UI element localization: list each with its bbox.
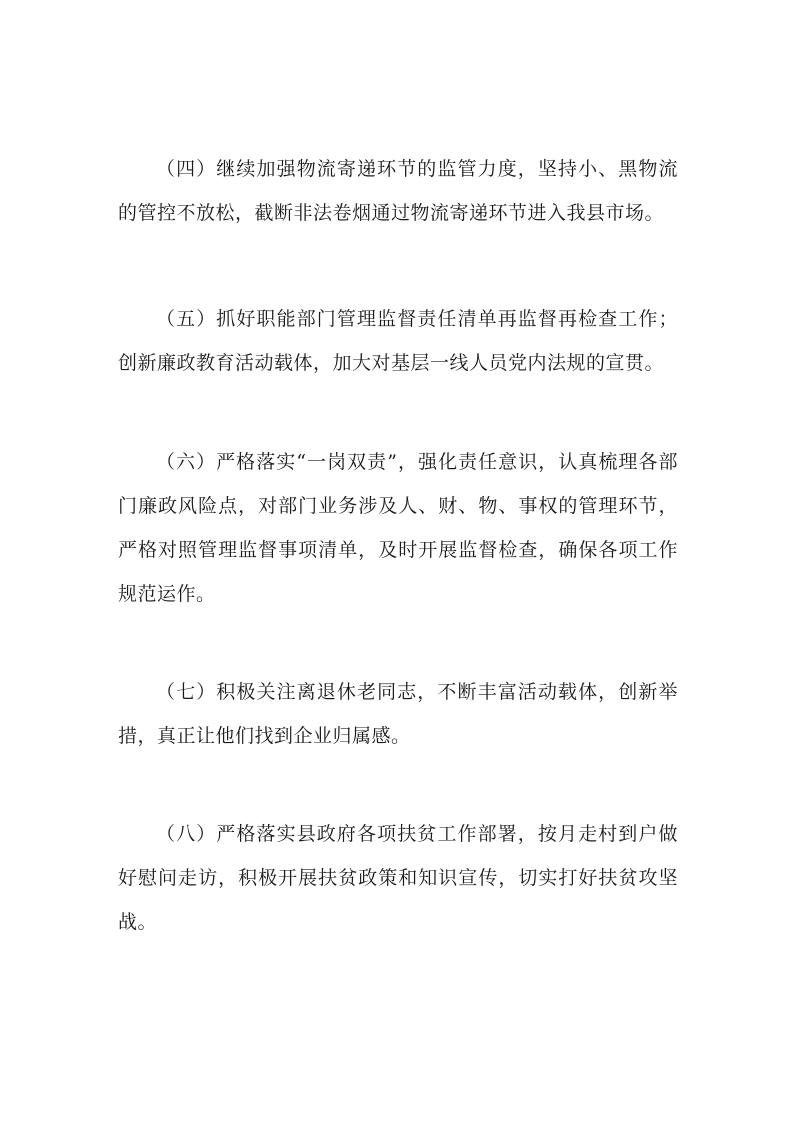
paragraph-5: （五）抓好职能部门管理监督责任清单再监督再检查工作；创新廉政教育活动载体，加大对基层一线人员党内法规的宣贯。 [118,308,678,374]
paragraph-7: （七）积极关注离退休老同志，不断丰富活动载体，创新举措，真正让他们找到企业归属感。 [118,681,678,747]
paragraph-4: （四）继续加强物流寄递环节的监管力度，坚持小、黑物流的管控不放松，截断非法卷烟通过物流寄递环节进入我县市场。 [118,158,678,224]
paragraph-8: （八）严格落实县政府各项扶贫工作部署，按月走村到户做好慰问走访，积极开展扶贫政策和知识宣传，切实打好扶贫攻坚战。 [118,823,678,933]
paragraph-6: （六）严格落实“一岗双责”，强化责任意识，认真梳理各部门廉政风险点，对部门业务涉及人、财、物、事权的管理环节，严格对照管理监督事项清单，及时开展监督检查，确保各项工作规范运作。 [118,451,678,605]
